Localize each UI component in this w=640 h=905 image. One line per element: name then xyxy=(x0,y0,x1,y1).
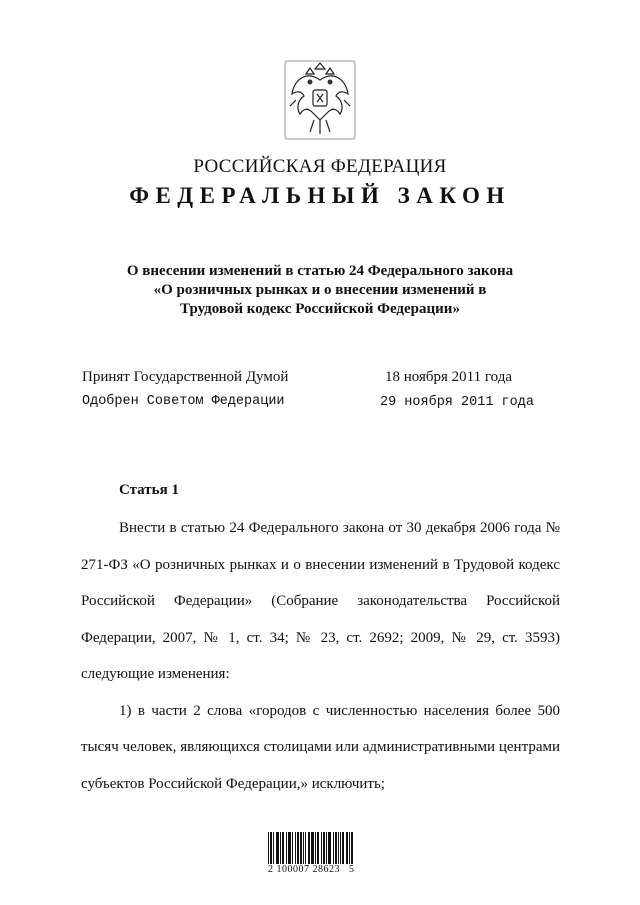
document-type: ФЕДЕРАЛЬНЫЙ ЗАКОН xyxy=(129,183,511,208)
adopted-date: 18 ноября 2011 года xyxy=(385,369,513,385)
approved-by-label: Одобрен Советом Федерации xyxy=(82,394,285,409)
barcode-number: 2 100007 28623 5 xyxy=(268,864,355,875)
law-title xyxy=(100,262,540,319)
law-title-line: О внесении изменений в статью 24 Федерального закона xyxy=(126,263,514,279)
article-heading: Статья 1 xyxy=(119,482,179,498)
coat-of-arms-emblem xyxy=(284,60,356,140)
approved-date: 29 ноября 2011 года xyxy=(380,395,534,410)
article-body xyxy=(81,510,560,802)
adopted-by-label: Принят Государственной Думой xyxy=(82,369,289,385)
article-paragraph: 1) в части 2 слова «городов с численностью населения более 500 тысяч человек, являющихся столицами или административными центрами субъектов Российской Федерации,» исключить; xyxy=(81,702,560,792)
barcode-image xyxy=(268,832,354,864)
law-title-line: «О розничных рынках и о внесении изменений в xyxy=(153,282,487,298)
law-title-line: Трудовой кодекс Российской Федерации» xyxy=(180,301,460,317)
article-paragraph: Внести в статью 24 Федерального закона от 30 декабря 2006 года № 271-ФЗ «О розничных рынках и о внесении изменений в Трудовой кодекс Российской Федерации» (Собрание законодательства Российской Федерации, 2007, № 1, ст. 34; № 23, ст. 2692; 2009, № 29, ст. 3593) следующие изменения: xyxy=(81,520,560,682)
country-name: РОССИЙСКАЯ ФЕДЕРАЦИЯ xyxy=(193,156,447,177)
